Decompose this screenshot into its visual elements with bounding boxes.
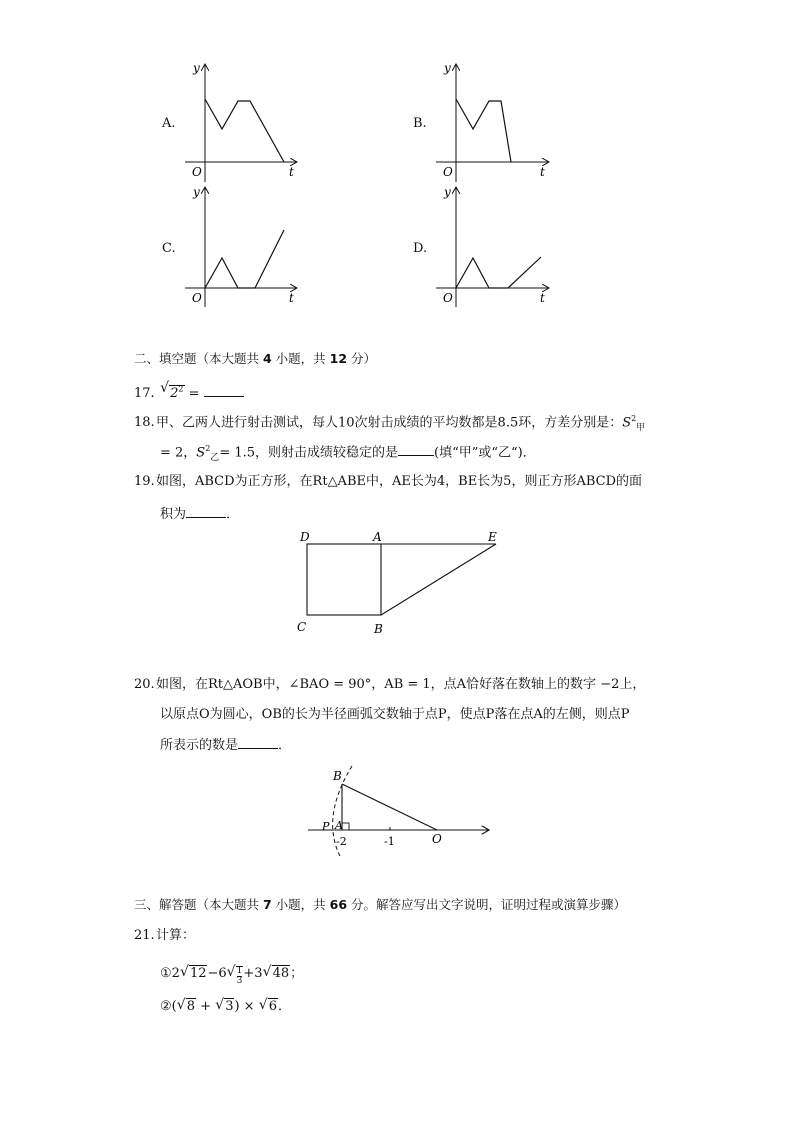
graph-b-x-label: t [540, 165, 545, 179]
graph-a-x-label: t [289, 165, 294, 179]
figure-20-number-line [300, 762, 495, 857]
graph-d-origin: O [443, 291, 453, 305]
graph-c-line [205, 230, 284, 288]
graph-d [436, 185, 548, 307]
graph-d-line [456, 257, 541, 288]
label-p: P [322, 820, 330, 833]
graph-a [185, 61, 296, 182]
graph-a-origin: O [192, 165, 202, 179]
label-e: E [488, 530, 497, 544]
label-a: A [335, 819, 343, 832]
question-number: 17. [134, 386, 155, 402]
graph-c-x-label: t [289, 291, 294, 305]
section-2-header: 二、填空题（本大题共 4 小题，共 12 分） [134, 351, 377, 366]
option-label-a: A. [162, 116, 176, 131]
question-number: 20. [134, 677, 155, 692]
label-d: D [300, 530, 310, 544]
graph-a-line [205, 99, 284, 162]
label-b: B [333, 769, 342, 783]
graph-d-x-label: t [540, 291, 545, 305]
answer-blank[interactable] [204, 384, 244, 397]
question-21: 21.计算： [134, 928, 196, 943]
question-17: 17. √ $2^2$ = [134, 381, 244, 403]
question-18: 18.甲、乙两人进行射击测试，每人10次射击成绩的平均数都是8.5环，方差分别是：$S^2_甲$ [134, 414, 646, 433]
segment-be [381, 544, 496, 615]
graph-c [185, 185, 296, 307]
graph-b-y-label: y [444, 61, 451, 75]
sqrt-expression: √ $2^2$ [160, 380, 184, 402]
graph-b-line [456, 99, 511, 162]
section-2-title: 二、填空题 [134, 351, 197, 366]
graph-b-origin: O [443, 165, 453, 179]
option-label-c: C. [162, 241, 176, 256]
label-o: O [432, 832, 442, 846]
option-label-b: B. [413, 116, 427, 131]
question-19: 19.如图，ABCD为正方形，在Rt△ABE中，AE长为4，BE长为5，则正方形ABCD的面 [134, 474, 643, 489]
option-label-d: D. [413, 241, 428, 256]
answer-blank[interactable] [398, 443, 434, 456]
label-b: B [374, 622, 383, 636]
graph-d-y-label: y [444, 185, 451, 199]
question-20: 20.如图，在Rt△AOB中，∠BAO = 90°，AB = 1，点A恰好落在数轴上的数字 −2上， [134, 677, 646, 692]
answer-blank[interactable] [238, 736, 278, 749]
segment-bo [342, 784, 437, 830]
question-number: 21. [134, 928, 155, 943]
figure-19-square-triangle [290, 525, 510, 640]
label-c: C [297, 620, 307, 634]
question-21-part-1: ①2 √ 12−6 √ $\frac{1}{3}$ +3 √ 48； [160, 964, 304, 986]
question-19-line-2: 积为 ． [160, 507, 240, 522]
option-graphs [0, 0, 794, 330]
question-20-line-2: 以原点O为圆心，OB的长为半径画弧交数轴于点P，使点P落在点A的左侧，则点P [160, 707, 630, 722]
section-3-header: 三、解答题（本大题共 7 小题，共 66 分。解答应写出文字说明，证明过程或演算步骤） [134, 897, 627, 912]
tick-label-minus-2: -2 [336, 835, 347, 848]
graph-b [436, 61, 548, 182]
graph-c-y-label: y [193, 185, 200, 199]
question-20-line-3: 所表示的数是 ． [160, 738, 292, 753]
right-angle-mark [342, 823, 349, 830]
label-a: A [373, 530, 382, 544]
question-18-line-2: = 2，$S^2_乙= 1.5$，则射击成绩较稳定的是 (填“甲”或“乙“)． [160, 444, 536, 463]
graph-c-origin: O [192, 291, 202, 305]
question-number: 18. [134, 415, 155, 431]
section-3-title: 三、解答题 [134, 897, 197, 912]
question-21-part-2: ②( √ 8 + √ 3) × √ 6． [160, 997, 291, 1014]
graph-a-y-label: y [193, 61, 200, 75]
answer-blank[interactable] [186, 505, 226, 518]
square-abcd [307, 544, 381, 615]
question-number: 19. [134, 474, 155, 489]
tick-label-minus-1: -1 [384, 835, 395, 848]
